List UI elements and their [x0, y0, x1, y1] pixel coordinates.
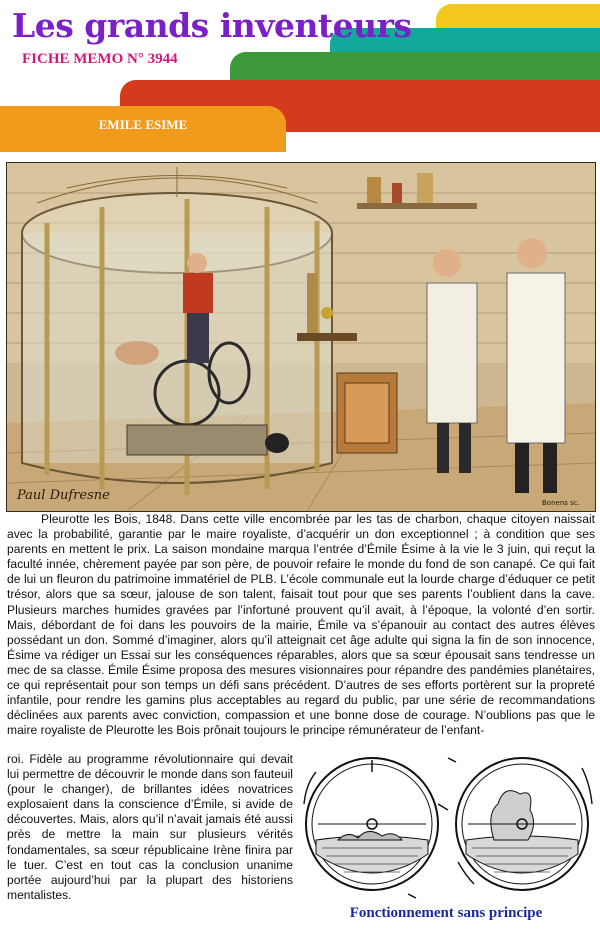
left-disc: [306, 758, 438, 890]
engraver-signature: Bonens sc.: [542, 499, 580, 507]
page-title: Les grands inventeurs: [12, 6, 412, 45]
engraving-svg: [7, 163, 595, 511]
diagram-caption: Fonctionnement sans principe: [349, 905, 543, 921]
principle-diagram: [298, 744, 594, 904]
article-paragraph-continued: roi. Fidèle au programme révolutionnaire qui devait lui permettre de découvrir le monde dans son fauteuil (pour le changer), de brillantes idées novatrices explosaient dans la conscience d’Émile, si avide de découvertes. Mais, alors qu’il n’avait jamais été aussi près de mettre la main sur plusieurs vérités fondamentales, sa sœur républicaine Irène finira par le tuer. C’est en tout cas la conclusion unanime portée aujourd’hui par la plupart des historiens mentalistes.: [7, 752, 293, 902]
right-disc: [456, 758, 588, 890]
diagram-svg: [298, 744, 594, 904]
memo-number: FICHE MEMO N° 3944: [22, 51, 178, 67]
artist-signature: Paul Dufresne: [17, 488, 110, 503]
header: [0, 0, 600, 160]
article-text-main: Pleurotte les Bois, 1848. Dans cette ville encombrée par les tas de charbon, chaque citoyen naissait avec la probabilité, garantie par le maire royaliste, d’acquérir un don exceptionnel ; à condition que ses parents en mettent le prix. La saison mondaine marqua l’entrée d’Émile Ésime à la vie le 3 juin, qui reçut la faculté innée, chèrement payée par son père, de pouvoir refaire le monde du fond de son canapé. Ce qui fait de lui un fleuron du patrimoine immatériel de PLB. L’école communale eut la lourde charge d’éduquer ce petit trésor, alors que sa sœur, jalouse de son talent, faisait tout pour que ses parents l’oublient dans la cave. Plusieurs marches humides gravées par l’infortuné prouvent qu’il avait, à l’époque, la volonté d’en sortir. Mais, débordant de foi dans les pouvoirs de la mairie, Émile va s’épanouir au contact des autres élèves possédant un don. Sommé d’imaginer, alors qu’il atteignait cet âge adulte qui signa la fin de son innocence, Ésime va rédiger un Essai sur les conséquences réparables, alors que sa sœur épousait sans tendresse un mec de sa classe. Émile Ésime proposa des mesures visionnaires pour répandre des pandémies planétaires, ce qui représentait pour son temps un défi sans précédent. D’autres de ses efforts portèrent sur la propreté infantile, pour rendre les gamins plus acceptables au regard du public, par une série de recommandations déclinées aux parents avec conviction, compassion et une bonne dose de courage. N’oublions pas que le maire royaliste de Pleurotte les Bois prônait toujours le principe rémunérateur de l’enfant-: [7, 512, 595, 738]
inventor-name: EMILE ESIME: [98, 117, 188, 132]
engraving-illustration: [6, 162, 596, 512]
article-paragraph-main: [7, 512, 595, 738]
